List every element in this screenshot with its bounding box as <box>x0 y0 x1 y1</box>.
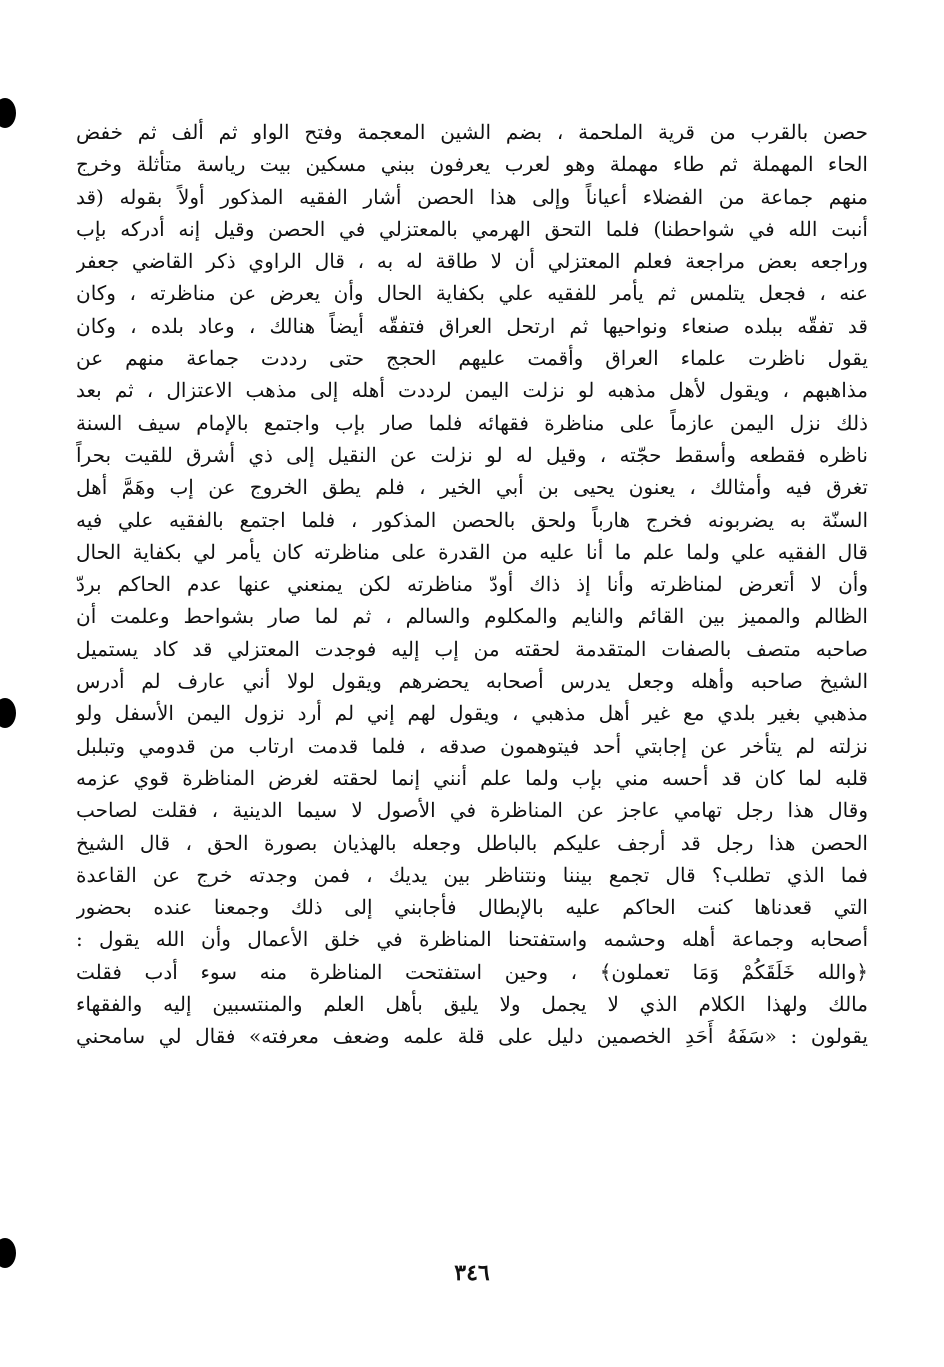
text-line: يقول ناظرت علماء العراق وأقمت عليهم الحجج حتى رددت جماعة منهم عن <box>76 346 868 371</box>
page-number: ٣٤٦ <box>454 1260 490 1286</box>
punch-hole-bottom <box>0 1238 16 1268</box>
body-text <box>76 116 868 1053</box>
text-line: السنّة به يضربونه فخرج هارباً ولحق بالحصن المذكور ، فلما اجتمع بالفقيه علي فيه <box>76 507 868 532</box>
text-line: تغرق فيه وأمثالك ، يعنون يحيى بن أبي الخير ، فلم يطق الخروج عن إب وهَمَّ أهل <box>76 475 868 500</box>
text-line: قد تفقّه ببلده صنعاء ونواحيها ثم ارتحل العراق فتفقّه أيضاً هنالك ، وعاد بلده ، وكان <box>76 313 868 338</box>
text-line: مذهبي بغير بلدي مع غير أهل مذهبي ، ويقول لهم إني لم أرد نزول اليمن الأسفل ولو <box>76 701 868 726</box>
text-line: ﴿والله خَلَقَكُمْ وَمَا تعملون﴾ ، وحين استفتحت المناظرة منه سوء أدب فقلت <box>76 959 868 984</box>
text-line: وراجعه بعض مراجعة فعلم المعتزلي أن لا طاقة له به ، قال الراوي ذكر القاضي جعفر <box>76 249 868 274</box>
text-line: ذلك نزل اليمن عازماً على مناظرة فقهائه فلما صار بإب واجتمع بالإمام سيف السنة <box>76 410 868 435</box>
text-line: أصحابه وجماعة أهله وحشمه واستفتحنا المناظرة في خلق الأعمال وأن الله يقول : <box>76 927 868 952</box>
text-line: وقال هذا رجل تهامي عاجز عن المناظرة في الأصول لا سيما الدينية ، فقلت لصاحب <box>76 798 868 823</box>
text-line: ناظره فقطعه وأسقط حجّته ، وقيل له لو نزلت عن النقيل إلى ذي أشرق للقيت بحراً <box>76 442 868 467</box>
text-line: مالك ولهذا الكلام الذي لا يجمل ولا يليق بأهل العلم والمنتسبين إليه والفقهاء <box>76 992 868 1017</box>
text-line: أنبت الله في شواحطنا) فلما التحق الهرمي بالمعتزلي في الحصن وقيل إنه أدركه بإب <box>76 216 868 241</box>
text-line: قال الفقيه علي ولما علم ما أنا عليه من القدرة على مناظرته كان يأمر لي بكفاية الحال <box>76 539 868 564</box>
text-line: قلبه لما كان قد أحسه مني بإب ولما علم أنني إنما لحقته لغرض المناظرة قوي عزمه <box>76 765 868 790</box>
text-line: الظالم والمميز بين القائم والنايم والمكلوم والسالم ، ثم لما صار بشواحط وعلمت أن <box>76 604 868 629</box>
text-line: عنه ، فجعل يتلمس ثم يأمر للفقيه علي بكفاية الحال وأن يعرض عن مناظرته ، وكان <box>76 281 868 306</box>
text-line: نزلته لم يتأخر عن إجابتي أحد فيتوهمون صدقه ، فلما قدمت ارتاب من قدومي وتبلبل <box>76 733 868 758</box>
punch-hole-middle <box>0 698 16 728</box>
text-line: الحصن هذا رجل قد أرجف عليكم بالباطل وجعله بالهذيان بصورة الحق ، قال الشيخ <box>76 830 868 855</box>
text-line: التي قعدناها كنت الحاكم عليه بالإبطال فأجابني إلى ذلك وجمعنا عنده بحضور <box>76 895 868 920</box>
text-line: فما الذي تطلب؟ قال تجمع بيننا ونتناظر بين يديك ، فمن وجدته خرج عن القاعدة <box>76 862 868 887</box>
text-line: مذاهبهم ، ويقول لأهل مذهبه لو نزلت اليمن لرددت أهله إلى مذهب الاعتزال ، ثم بعد <box>76 378 868 403</box>
text-line: الشيخ صاحبه وأهله وجعل يدرس أصحابه يحضرهم ويقول لولا أني عارف لم أدرس <box>76 669 868 694</box>
text-line: حصن بالقرب من قرية الملحمة ، بضم الشين المعجمة وفتح الواو ثم ألف ثم خفض <box>76 120 868 144</box>
text-line: الحاء المهملة ثم طاء مهملة وهو لعرب يعرفون ببني مسكين بيت رياسة متأثلة وخرج <box>76 152 868 177</box>
text-line: منهم جماعة من الفضلاء أعياناً وإلى هذا الحصن أشار الفقيه المذكور أولاً بقوله (قد <box>76 184 868 209</box>
punch-hole-top <box>0 98 16 128</box>
text-line: يقولون : «سَفَهُ أَحَدِ الخصمين دليل على قلة علمه وضعف معرفته» فقال لي سامحني <box>76 1024 868 1049</box>
text-line: وأن لا أتعرض لمناظرته وأنا إذ ذاك أودّ مناظرته لكن يمنعني عنها عدم الحاكم بردّ <box>76 572 868 597</box>
text-line: صاحبه متصف بالصفات المتقدمة لحقته من إب إليه فوجدت المعتزلي قد كاد يستميل <box>76 636 868 661</box>
